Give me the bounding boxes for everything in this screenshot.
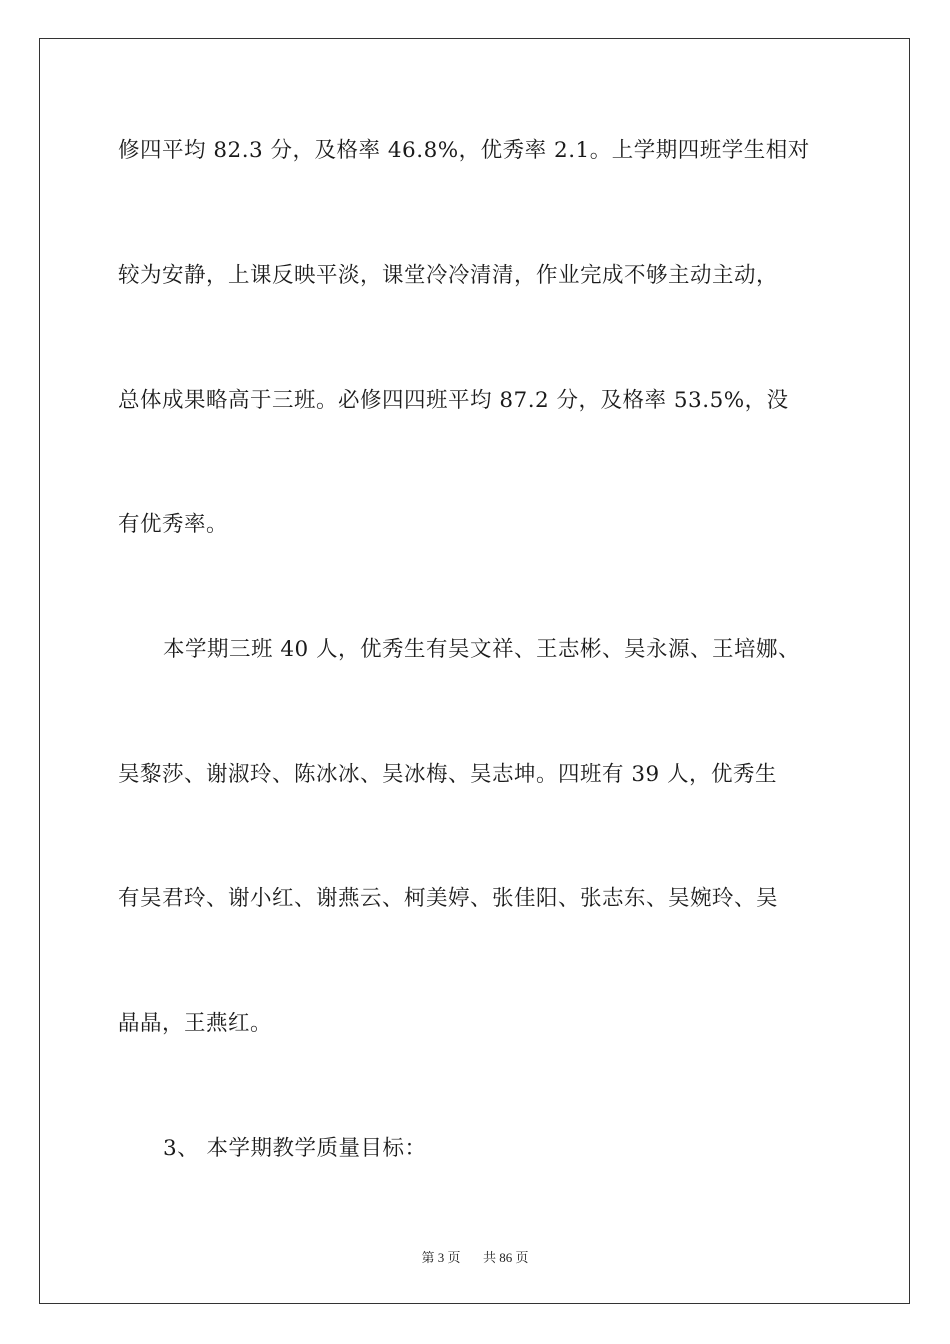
section-heading: 3、 本学期教学质量目标： <box>163 1136 427 1161</box>
text-line-6: 吴黎莎、谢淑玲、陈冰冰、吴冰梅、吴志坤。四班有 39 人，优秀生 <box>118 762 778 787</box>
text-line-2: 较为安静，上课反映平淡，课堂冷冷清清，作业完成不够主动主动， <box>118 263 779 288</box>
text-line-1: 修四平均 82.3 分，及格率 46.8%，优秀率 2.1。上学期四班学生相对 <box>118 138 810 163</box>
text-line-8: 晶晶，王燕红。 <box>118 1011 273 1036</box>
text-line-5: 本学期三班 40 人，优秀生有吴文祥、王志彬、吴永源、王培娜、 <box>163 637 801 662</box>
page-number-total: 共 86 页 <box>483 1250 529 1265</box>
page-frame <box>39 38 910 1304</box>
text-line-3: 总体成果略高于三班。必修四四班平均 87.2 分，及格率 53.5%，没 <box>118 388 789 413</box>
page-footer <box>0 1247 950 1266</box>
text-line-4: 有优秀率。 <box>118 512 229 537</box>
page-number-current: 第 3 页 <box>421 1250 461 1265</box>
text-line-7: 有吴君玲、谢小红、谢燕云、柯美婷、张佳阳、张志东、吴婉玲、吴 <box>118 886 779 911</box>
